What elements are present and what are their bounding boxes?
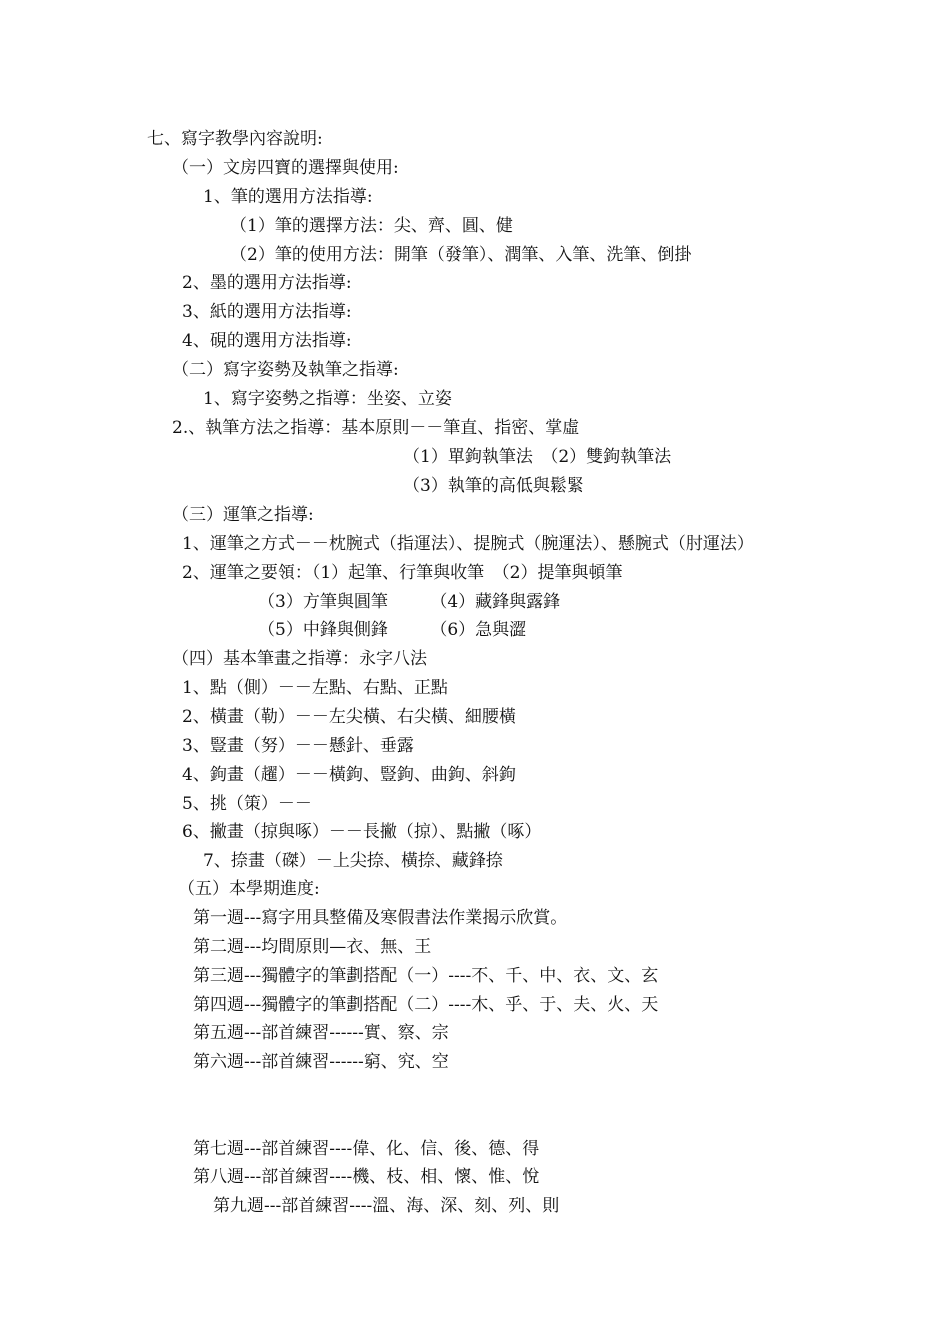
- text-line: 2、運筆之要領：（1）起筆、行筆與收筆 （2）提筆與頓筆: [182, 563, 623, 583]
- text-line: 1、寫字姿勢之指導：坐姿、立姿: [203, 389, 452, 409]
- text-line: （3）執筆的高低與鬆緊: [403, 476, 584, 496]
- text-line: 4、鉤畫（趯）－－橫鉤、豎鉤、曲鉤、斜鉤: [182, 765, 516, 785]
- subsection-heading: （五）本學期進度:: [178, 879, 320, 899]
- text-line: 4、硯的選用方法指導:: [182, 331, 352, 351]
- text-line: （2）筆的使用方法：開筆（發筆）、潤筆、入筆、洗筆、倒掛: [230, 245, 692, 265]
- text-line: 2、橫畫（勒）－－左尖橫、右尖橫、細腰橫: [182, 707, 516, 727]
- schedule-line: 第六週---部首練習------窮、究、空: [193, 1052, 449, 1072]
- text-line: 2.、執筆方法之指導：基本原則－－筆直、指密、掌虛: [172, 418, 580, 438]
- text-line: 3、紙的選用方法指導:: [182, 302, 352, 322]
- schedule-line: 第四週---獨體字的筆劃搭配（二）----木、乎、于、夫、火、天: [193, 995, 659, 1015]
- schedule-line: 第八週---部首練習----機、枝、相、懷、惟、悅: [193, 1167, 540, 1187]
- schedule-line: 第一週---寫字用具整備及寒假書法作業揭示欣賞。: [193, 908, 568, 928]
- text-line: 1、點（側）－－左點、右點、正點: [182, 678, 448, 698]
- text-line: 6、撇畫（掠與啄）－－長撇（掠）、點撇（啄）: [182, 822, 542, 842]
- text-line: 5、挑（策）－－: [182, 794, 312, 814]
- subsection-heading: （一）文房四寶的選擇與使用:: [172, 158, 399, 178]
- text-line: （5）中鋒與側鋒 （6）急與澀: [258, 620, 527, 640]
- subsection-heading: （二）寫字姿勢及執筆之指導:: [172, 360, 399, 380]
- section-heading: 七、寫字教學內容說明:: [147, 129, 323, 149]
- text-line: 2、墨的選用方法指導:: [182, 273, 352, 293]
- schedule-line: 第九週---部首練習----溫、海、深、刻、列、則: [213, 1196, 560, 1216]
- text-line: （1）筆的選擇方法：尖、齊、圓、健: [230, 216, 513, 236]
- schedule-line: 第三週---獨體字的筆劃搭配（一）----不、千、中、衣、文、玄: [193, 966, 659, 986]
- subsection-heading: （三）運筆之指導:: [172, 505, 314, 525]
- text-line: 1、筆的選用方法指導:: [203, 187, 373, 207]
- text-line: 3、豎畫（努）－－懸針、垂露: [182, 736, 414, 756]
- schedule-line: 第五週---部首練習------實、察、宗: [193, 1023, 449, 1043]
- text-line: 7、捺畫（磔）－上尖捺、橫捺、藏鋒捺: [203, 851, 503, 871]
- text-line: （1）單鉤執筆法 （2）雙鉤執筆法: [403, 447, 672, 467]
- text-line: 1、運筆之方式－－枕腕式（指運法）、提腕式（腕運法）、懸腕式（肘運法）: [182, 534, 754, 554]
- subsection-heading: （四）基本筆畫之指導：永字八法: [172, 649, 427, 669]
- text-line: （3）方筆與圓筆 （4）藏鋒與露鋒: [258, 592, 561, 612]
- schedule-line: 第七週---部首練習----偉、化、信、後、德、得: [193, 1139, 540, 1159]
- schedule-line: 第二週---均間原則—衣、無、王: [193, 937, 432, 957]
